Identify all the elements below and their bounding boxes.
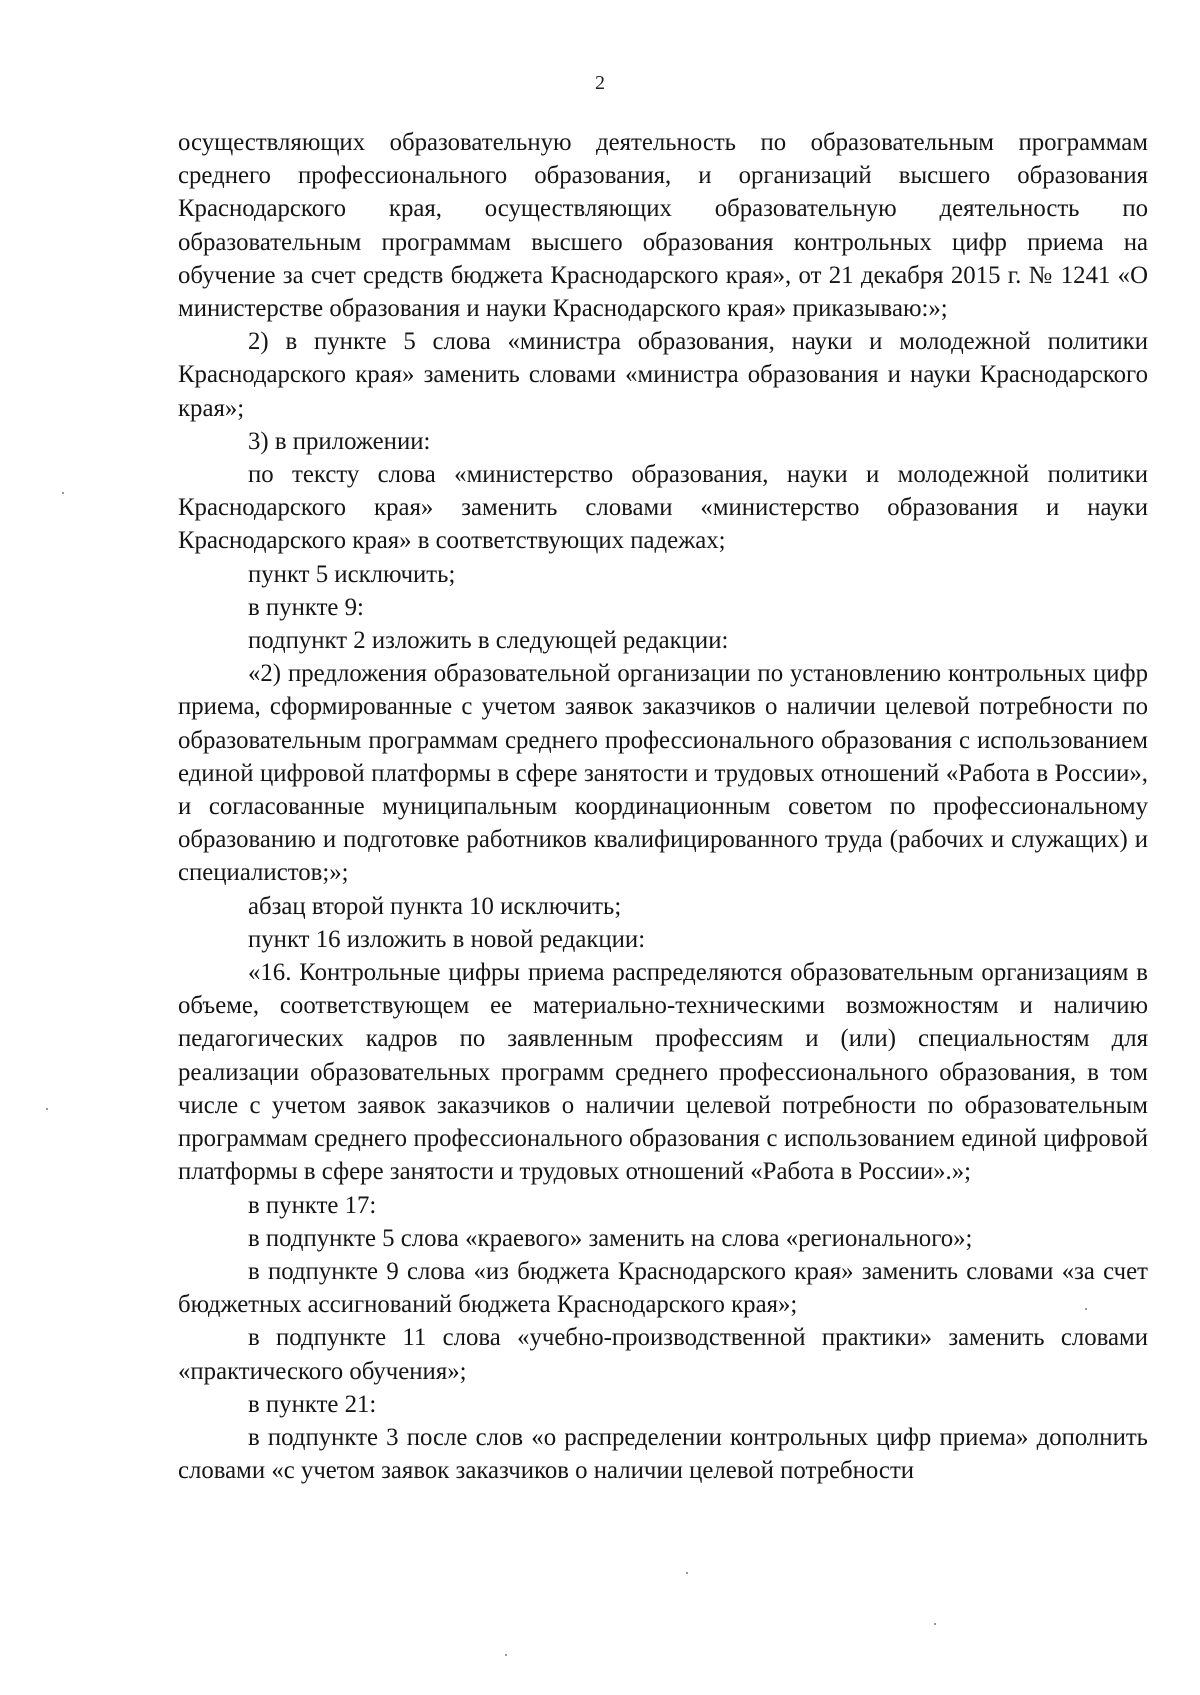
- paragraph: в пункте 9:: [248, 593, 364, 621]
- paragraph: по тексту слова «министерство образования, науки и молодежной политики Краснодарского края» заменить словами «министерство образования и науки Краснодарского края» в соответствующих падежах;: [178, 461, 1148, 555]
- paragraph: в подпункте 3 после слов «о распределении контрольных цифр приема» дополнить словами «с учетом заявок заказчиков о наличии целевой потребности: [178, 1423, 1148, 1485]
- paragraph: в подпункте 5 слова «краевого» заменить на слова «регионального»;: [248, 1224, 973, 1252]
- paragraph: пункт 5 исключить;: [248, 560, 456, 588]
- paragraph: осуществляющих образовательную деятельность по образовательным программам среднего профессионального образования, и организаций высшего образования Краснодарского края, осуществляющих образовательную деятельность по образовательным программам высшего образования контрольных цифр приема на обучение за счет средств бюджета Краснодарского края», от 21 декабря 2015 г. № 1241 «О министерстве образования и науки Краснодарского края» приказываю:»;: [178, 129, 1148, 323]
- scan-speck: [686, 1572, 688, 1574]
- paragraph: «16. Контрольные цифры приема распределяются образовательным организациям в объеме, соответствующем ее материально-техническими возможностям и наличию педагогических кадров по заявленным профессиям и (или) специальностям для реализации образовательных программ среднего профессионального образования, в том числе с учетом заявок заказчиков о наличии целевой потребности по образовательным программам среднего профессионального образования с использованием единой цифровой платформы в сфере занятости и трудовых отношений «Работа в России».»;: [178, 959, 1148, 1186]
- paragraph: 3) в приложении:: [248, 427, 431, 455]
- document-body: [178, 126, 1148, 1487]
- paragraph: абзац второй пункта 10 исключить;: [248, 892, 622, 920]
- paragraph: «2) предложения образовательной организации по установлению контрольных цифр приема, сформированные с учетом заявок заказчиков о наличии целевой потребности по образовательным программам среднего профессионального образования с использованием единой цифровой платформы в сфере занятости и трудовых отношений «Работа в России», и согласованные муниципальным координационным советом по профессиональному образованию и подготовке работников квалифицированного труда (рабочих и служащих) и специалистов;»;: [178, 660, 1148, 887]
- page-number: 2: [595, 72, 605, 94]
- scan-speck: [505, 1654, 507, 1656]
- paragraph: в пункте 17:: [248, 1191, 377, 1219]
- scan-speck: [934, 1623, 936, 1625]
- scan-speck: [1085, 1308, 1087, 1310]
- paragraph: подпункт 2 изложить в следующей редакции:: [248, 627, 729, 655]
- paragraph: в подпункте 9 слова «из бюджета Краснодарского края» заменить словами «за счет бюджетных ассигнований бюджета Краснодарского края»;: [178, 1257, 1148, 1319]
- scan-speck: [62, 492, 64, 494]
- scan-speck: [46, 1108, 48, 1110]
- paragraph: 2) в пункте 5 слова «министра образования, науки и молодежной политики Краснодарского края» заменить словами «министра образования и науки Краснодарского края»;: [178, 328, 1148, 422]
- paragraph: в пункте 21:: [248, 1390, 377, 1418]
- paragraph: пункт 16 изложить в новой редакции:: [248, 925, 646, 953]
- paragraph: в подпункте 11 слова «учебно-производственной практики» заменить словами «практического обучения»;: [178, 1324, 1148, 1385]
